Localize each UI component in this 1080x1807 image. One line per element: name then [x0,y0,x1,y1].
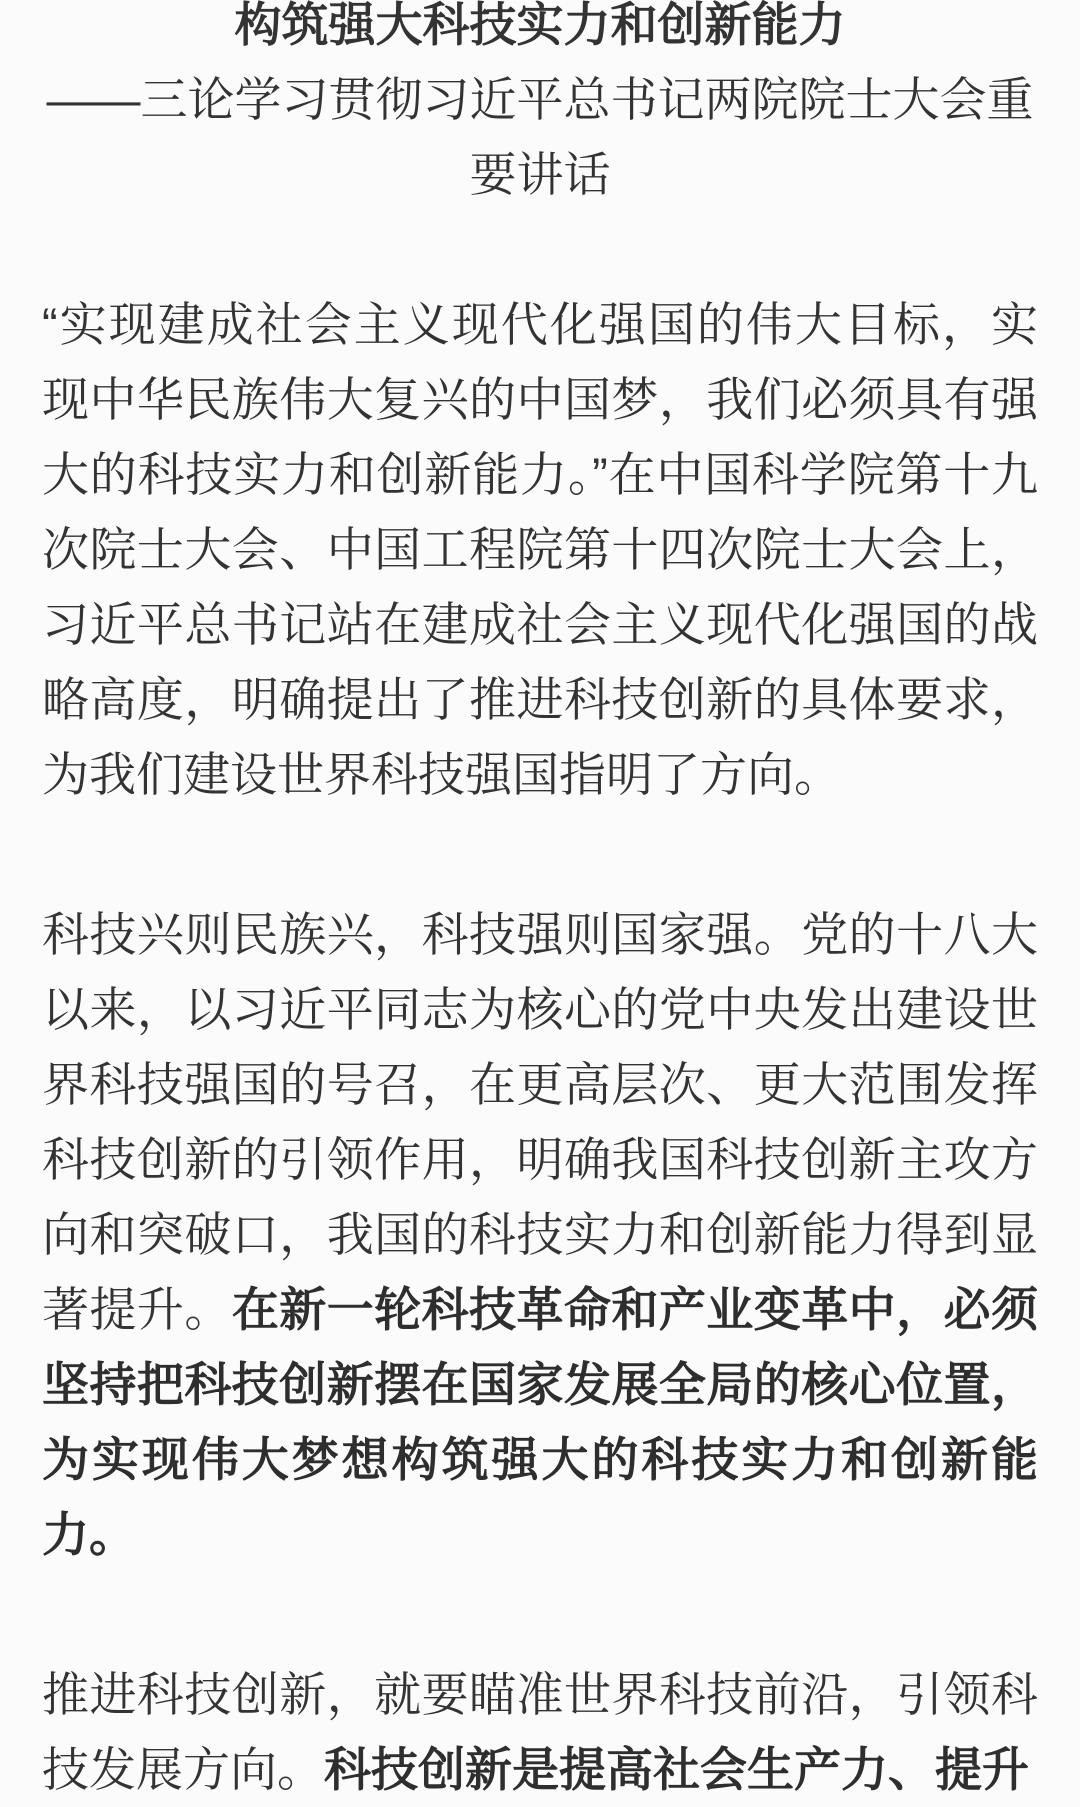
article-body [42,287,1038,1807]
article-title: 构筑强大科技实力和创新能力 [234,0,846,51]
text-segment: “实现建成社会主义现代化强国的伟大目标，实现中华民族伟大复兴的中国梦，我们必须具有强大的科技实力和创新能力。”在中国科学院第十九次院士大会、中国工程院第十四次院士大会上，习近平总书记站在建成社会主义现代化强国的战略高度，明确提出了推进科技创新的具体要求，为我们建设世界科技强国指明了方向。 [42,298,1038,801]
paragraph [42,897,1038,1572]
bold-text-segment: 科技创新是提高社会生产力、提升 [324,1743,1029,1796]
paragraph [42,287,1038,812]
article-header [42,0,1038,212]
article-subtitle: ——三论学习贯彻习近平总书记两院院士大会重要讲话 [46,73,1034,201]
bold-text-segment: 在新一轮科技革命和产业变革中，必须坚持把科技创新摆在国家发展全局的核心位置，为实现伟大梦想构筑强大的科技实力和创新能力。 [42,1283,1039,1561]
text-segment: 推进科技创新，就要瞄准世界科技前沿，引领科技发展方向。 [42,1668,1038,1796]
text-segment: 科技兴则民族兴，科技强则国家强。党的十八大以来，以习近平同志为核心的党中央发出建设世界科技强国的号召，在更高层次、更大范围发挥科技创新的引领作用，明确我国科技创新主攻方向和突破口，我国的科技实力和创新能力得到显著提升。 [42,908,1038,1336]
paragraph [42,1657,1038,1807]
